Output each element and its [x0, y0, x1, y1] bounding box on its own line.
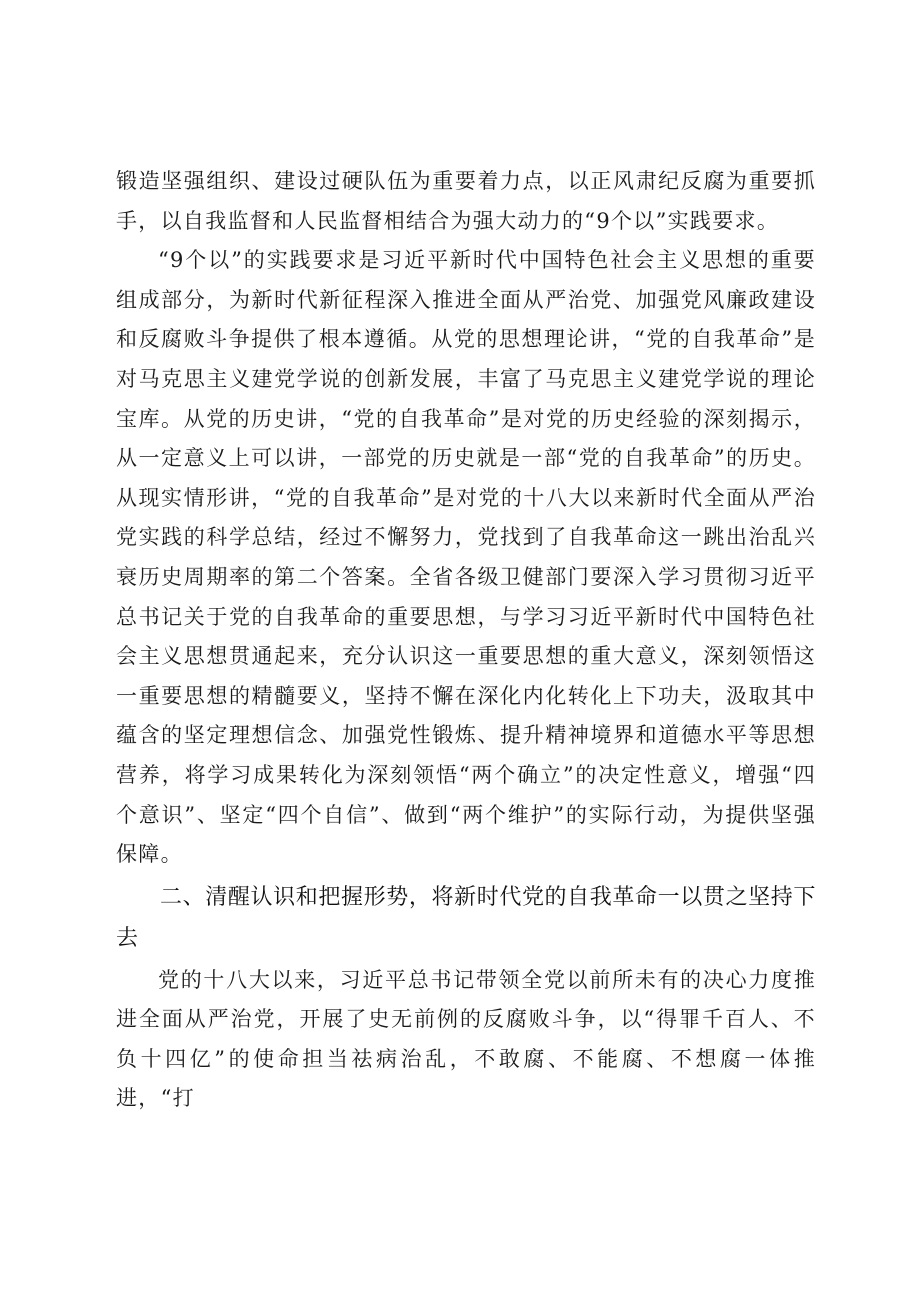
paragraph-continuation: 锻造坚强组织、建设过硬队伍为重要着力点，以正风肃纪反腐为重要抓手，以自我监督和人民监督相结合为强大动力的“9个以”实践要求。 — [116, 169, 816, 233]
document-body — [116, 162, 816, 1119]
paragraph-practice-requirements: “9个以”的实践要求是习近平新时代中国特色社会主义思想的重要组成部分，为新时代新征程深入推进全面从严治党、加强党风廉政建设和反腐败斗争提供了根本遵循。从党的思想理论讲，“党的自我革命”是对马克思主义建党学说的创新发展，丰富了马克思主义建党学说的理论宝库。从党的历史讲，“党的自我革命”是对党的历史经验的深刻揭示，从一定意义上可以讲，一部党的历史就是一部“党的自我革命”的历史。从现实情形讲，“党的自我革命”是对党的十八大以来新时代全面从严治党实践的科学总结，经过不懈努力，党找到了自我革命这一跳出治乱兴衰历史周期率的第二个答案。全省各级卫健部门要深入学习贯彻习近平总书记关于党的自我革命的重要思想，与学习习近平新时代中国特色社会主义思想贯通起来，充分认识这一重要思想的重大意义，深刻领悟这一重要思想的精髓要义，坚持不懈在深化内化转化上下功夫，汲取其中蕴含的坚定理想信念、加强党性锻炼、提升精神境界和道德水平等思想营养，将学习成果转化为深刻领悟“两个确立”的决定性意义，增强“四个意识”、坚定“四个自信”、做到“两个维护”的实际行动，为提供坚强保障。 — [116, 248, 816, 867]
section-heading: 二、清醒认识和把握形势，将新时代党的自我革命一以贯之坚持下去 — [116, 884, 816, 951]
paragraph-since-18th-congress: 党的十八大以来，习近平总书记带领全党以前所未有的决心力度推进全面从严治党，开展了史无前例的反腐败斗争，以“得罪千百人、不负十四亿”的使命担当祛病治乱，不敢腐、不能腐、不想腐一体推进，“打 — [116, 967, 816, 1111]
